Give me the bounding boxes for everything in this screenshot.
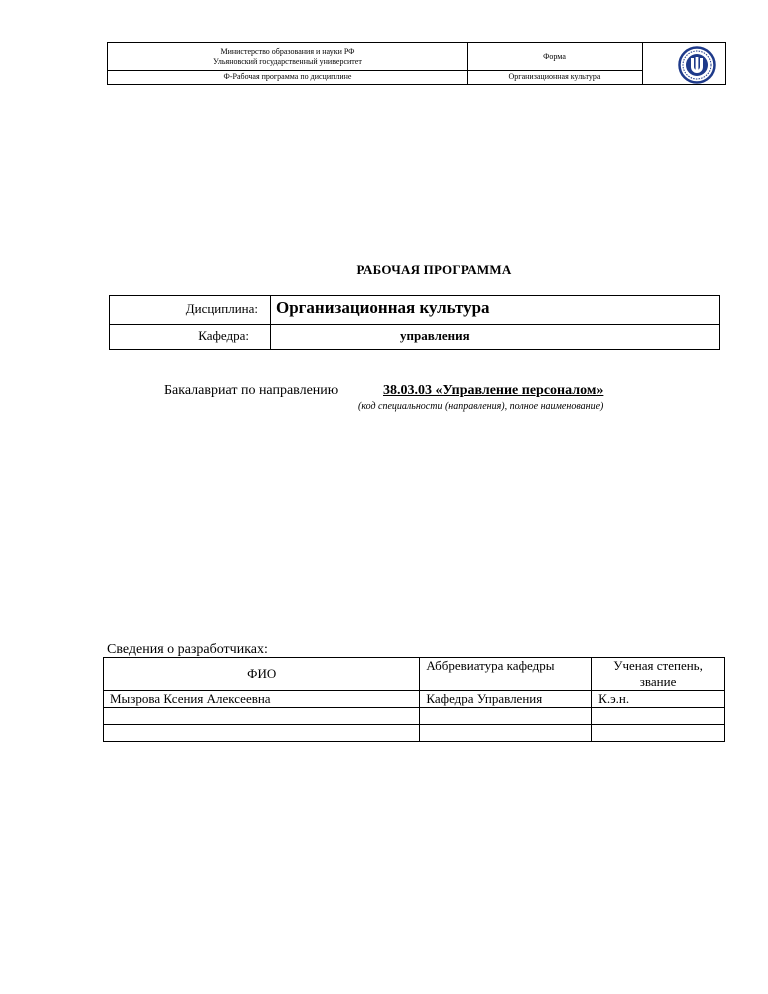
table-row (104, 708, 725, 725)
developer-name (104, 725, 420, 742)
table-row (104, 725, 725, 742)
header-form-label: Форма (543, 51, 566, 61)
developers-title: Сведения о разработчиках: (107, 642, 268, 657)
ministry-line-2: Ульяновский государственный университет (213, 56, 362, 66)
developer-department: Кафедра Управления (420, 691, 592, 708)
developer-department (420, 725, 592, 742)
discipline-table (109, 295, 720, 350)
developer-degree (592, 725, 725, 742)
table-header-row (104, 658, 725, 691)
header-program-label: Ф-Рабочая программа по дисциплине (223, 72, 352, 81)
header-ministry (108, 43, 467, 70)
department-label: Кафедра: (198, 328, 249, 343)
direction-value: 38.03.03 «Управление персоналом» (383, 383, 604, 398)
table-row (104, 691, 725, 708)
direction-note: (код специальности (направления), полное наименование) (358, 401, 604, 412)
university-emblem-icon (671, 45, 722, 84)
developer-name: Мызрова Ксения Алексеевна (104, 691, 420, 708)
developer-degree (592, 708, 725, 725)
developer-degree: К.э.н. (592, 691, 725, 708)
column-header-fio: ФИО (104, 658, 420, 691)
column-header-department: Аббревиатура кафедры (420, 658, 592, 691)
department-value: управления (400, 328, 470, 343)
direction-label: Бакалавриат по направлению (164, 383, 339, 398)
ministry-line-1: Министерство образования и науки РФ (220, 46, 355, 56)
header-discipline-short: Организационная культура (508, 72, 601, 81)
table-divider (110, 324, 719, 325)
page-title: РАБОЧАЯ ПРОГРАММА (356, 262, 512, 277)
discipline-value: Организационная культура (276, 298, 490, 317)
column-header-degree: Ученая степень, звание (592, 658, 725, 691)
table-divider (270, 296, 271, 349)
header-divider (642, 43, 643, 84)
developer-department (420, 708, 592, 725)
document-header (107, 42, 726, 85)
developers-table (103, 657, 725, 742)
discipline-label: Дисциплина: (185, 301, 258, 316)
developer-name (104, 708, 420, 725)
